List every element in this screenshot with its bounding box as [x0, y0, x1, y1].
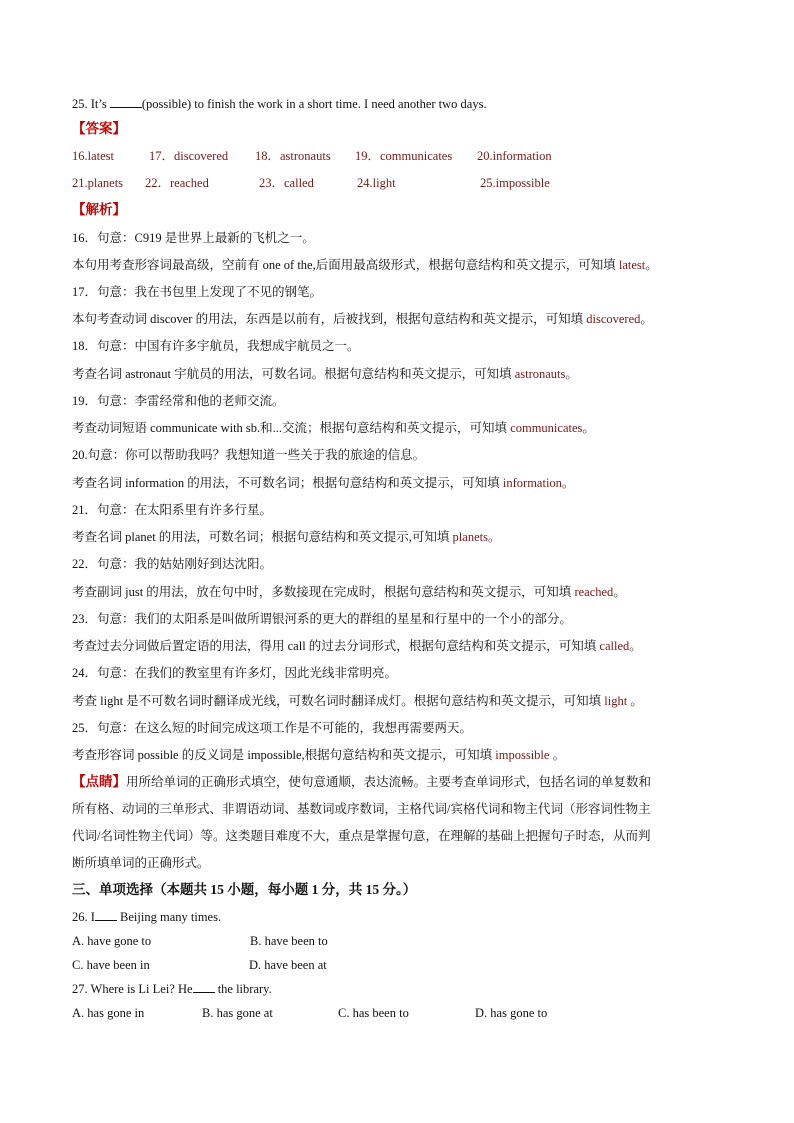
dianjing-line-4: 断所填单词的正确形式。: [72, 856, 210, 870]
analysis-heading: 【解析】: [72, 202, 126, 217]
option-c: C. has been to: [338, 1006, 409, 1020]
analysis-20-meaning: 20.句意：你可以帮助我吗？我想知道一些关于我的旅途的信息。: [72, 448, 426, 462]
option-b: B. has gone at: [202, 1006, 273, 1020]
dianjing-line-2: 所有格、动词的三单形式、非谓语动词、基数词或序数词，主格代词/宾格代词和物主代词（形容词性物主: [72, 802, 651, 816]
analysis-21-meaning: 21．句意：在太阳系里有许多行星。: [72, 503, 273, 517]
analysis-22-note: 考查副词 just 的用法，放在句中时，多数接现在完成时，根据句意结构和英文提示，可知填 reached。: [72, 585, 626, 599]
analysis-25-meaning: 25．句意：在这么短的时间完成这项工作是不可能的，我想再需要两天。: [72, 721, 473, 735]
dianjing-line-3: 代词/名词性物主代词）等。这类题目难度不大，重点是掌握句意，在理解的基础上把握句子时态，从而判: [72, 829, 651, 843]
analysis-22-meaning: 22．句意：我的姑姑刚好到达沈阳。: [72, 557, 273, 571]
analysis-18-note: 考查名词 astronaut 宇航员的用法，可数名词。根据句意结构和英文提示，可知填 astronauts。: [72, 367, 578, 381]
analysis-21-note: 考查名词 planet 的用法，可数名词；根据句意结构和英文提示,可知填 planets。: [72, 530, 501, 544]
analysis-20-note: 考查名词 information 的用法，不可数名词；根据句意结构和英文提示，可知填 information。: [72, 476, 575, 490]
answer-blank: [193, 980, 215, 993]
answer-blank: [95, 908, 117, 921]
analysis-23-note: 考查过去分词做后置定语的用法，得用 call 的过去分词形式，根据句意结构和英文提示，可知填 called。: [72, 639, 642, 653]
dianjing-heading: 【点睛】: [72, 774, 126, 789]
question-26: 26. I Beijing many times.: [72, 910, 222, 924]
analysis-17-note: 本句考查动词 discover 的用法，东西是以前有，后被找到，根据句意结构和英文提示，可知填 discovered。: [72, 312, 653, 326]
analysis-16-meaning: 16．句意：C919 是世界上最新的飞机之一。: [72, 231, 315, 245]
analysis-16-note: 本句用考查形容词最高级，空前有 one of the,后面用最高级形式，根据句意结构和英文提示，可知填 latest。: [72, 258, 658, 272]
analysis-23-meaning: 23．句意：我们的太阳系是叫做所谓银河系的更大的群组的星星和行星中的一个小的部分。: [72, 612, 573, 626]
option-a: A. have gone to: [72, 934, 152, 948]
answer-blank: [110, 95, 142, 108]
answer-heading: 【答案】: [72, 121, 126, 136]
analysis-24-meaning: 24．句意：在我们的教室里有许多灯，因此光线非常明亮。: [72, 666, 398, 680]
analysis-24-note: 考查 light 是不可数名词时翻译成光线，可数名词时翻译成灯。根据句意结构和英文提示，可知填 light 。: [72, 694, 643, 708]
option-b: B. have been to: [250, 934, 328, 948]
analysis-25-note: 考查形容词 possible 的反义词是 impossible,根据句意结构和英文提示，可知填 impossible 。: [72, 748, 566, 762]
analysis-19-note: 考查动词短语 communicate with sb.和...交流；根据句意结构和英文提示，可知填 communicates。: [72, 421, 595, 435]
question-27: 27. Where is Li Lei? He the library.: [72, 982, 272, 996]
analysis-18-meaning: 18．句意：中国有许多宇航员，我想成宇航员之一。: [72, 339, 360, 353]
question-25: 25. It’s (possible) to finish the work in a short time. I need another two days.: [72, 97, 487, 111]
dianjing-line-1: 【点睛】用所给单词的正确形式填空，使句意通顺，表达流畅。主要考查单词形式，包括名词的单复数和: [72, 774, 652, 789]
analysis-19-meaning: 19．句意：李雷经常和他的老师交流。: [72, 394, 285, 408]
analysis-17-meaning: 17．句意：我在书包里上发现了不见的钢笔。: [72, 285, 323, 299]
option-d: D. have been at: [249, 958, 327, 972]
option-a: A. has gone in: [72, 1006, 145, 1020]
option-c: C. have been in: [72, 958, 150, 972]
option-d: D. has gone to: [475, 1006, 548, 1020]
section-3-heading: 三、单项选择（本题共 15 小题，每小题 1 分，共 15 分。）: [72, 882, 417, 897]
